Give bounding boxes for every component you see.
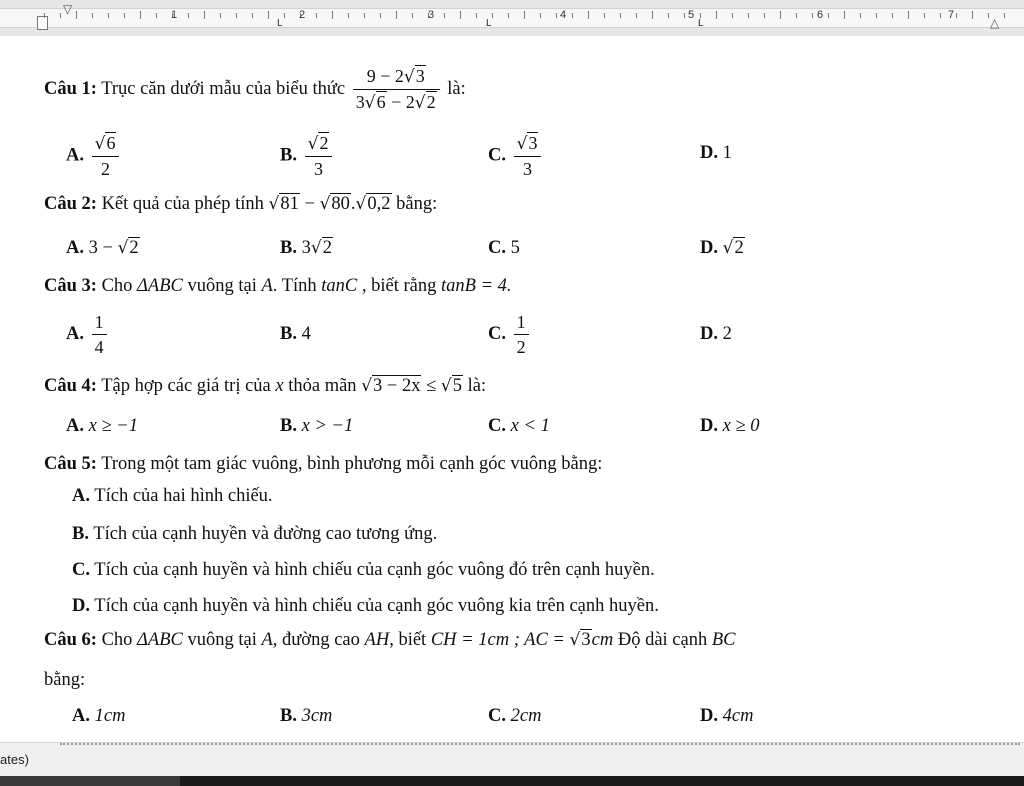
ruler-tick: [604, 13, 605, 18]
ruler-tick: [236, 13, 237, 18]
q1-option-c[interactable]: C. $\frac{√3}{3}$: [488, 131, 544, 181]
option-label: C.: [488, 145, 506, 166]
option-label: C.: [488, 706, 506, 726]
q1-option-a[interactable]: A. $\frac{√6}{2}$: [66, 131, 122, 181]
operator: ≤: [421, 376, 441, 396]
fraction-denominator: 2: [514, 334, 529, 359]
tab-stop-marker-icon[interactable]: L: [486, 18, 492, 29]
ruler-tick: [332, 11, 333, 19]
q5-option-d[interactable]: [72, 596, 659, 617]
question-text: bằng:: [44, 670, 86, 690]
radicand: 3: [528, 133, 538, 153]
radicand: 81: [280, 194, 299, 214]
question-text: , biết rằng: [361, 276, 437, 296]
option-value: 3: [301, 238, 311, 258]
ruler-tick: [284, 13, 285, 18]
ruler-tick: [1004, 13, 1005, 18]
question-text: , đường cao: [272, 630, 360, 650]
q2-option-c[interactable]: [488, 238, 520, 259]
ruler-tick: [380, 13, 381, 18]
q2-option-d[interactable]: D. √2: [700, 238, 744, 258]
ruler-tick: [956, 13, 957, 18]
ruler-tick: [108, 13, 109, 18]
ruler-tick: [156, 13, 157, 18]
question-1: [44, 64, 466, 115]
radicand: 6: [376, 92, 386, 112]
option-value: Tích của cạnh huyền và hình chiếu của cạnh góc vuông đó trên cạnh huyền.: [94, 560, 655, 580]
taskbar-accent: [0, 776, 180, 786]
option-value: 2: [722, 324, 732, 344]
option-label: D.: [700, 238, 718, 258]
document-page[interactable]: [0, 36, 1024, 742]
fraction-denominator: 3: [305, 156, 333, 181]
ruler-tick: [828, 13, 829, 18]
option-label: B.: [280, 145, 297, 166]
q6-option-c[interactable]: [488, 706, 541, 727]
option-value: 3 −: [88, 238, 118, 258]
operator: .: [350, 194, 356, 214]
ruler-number: 1: [171, 9, 178, 21]
math-expression: tanC: [321, 276, 358, 296]
ruler-tick: [620, 13, 621, 18]
q1-option-d[interactable]: [700, 143, 732, 164]
q4-option-c[interactable]: [488, 416, 550, 437]
ruler-tick: [860, 13, 861, 18]
question-text: Trong một tam giác vuông, bình phương mỗi cạnh góc vuông bằng:: [101, 454, 603, 474]
question-text: vuông tại: [187, 276, 257, 296]
ruler-tick: [44, 13, 45, 18]
question-6-continuation: [44, 670, 85, 691]
ruler-tick: [844, 11, 845, 19]
question-4: Câu 4: Tập hợp các giá trị của x thỏa mãn √3 − 2x ≤ √5 là:: [44, 376, 487, 396]
option-label: C.: [488, 416, 506, 436]
ruler-tick: [524, 11, 525, 19]
option-label: B.: [280, 238, 297, 258]
radicand: 3: [581, 630, 591, 650]
status-bar: [0, 742, 1024, 777]
ruler-tick: [412, 13, 413, 18]
q4-option-a[interactable]: [66, 416, 138, 437]
q3-option-b[interactable]: [280, 324, 311, 345]
option-label: D.: [72, 596, 90, 616]
ruler-tick: [572, 13, 573, 18]
option-label: A.: [72, 486, 90, 506]
ruler-tick: [220, 13, 221, 18]
ruler-tick: [764, 13, 765, 18]
option-value: Tích của cạnh huyền và hình chiếu của cạnh góc vuông kia trên cạnh huyền.: [94, 596, 659, 616]
option-label: B.: [72, 524, 89, 544]
ruler-number: 3: [428, 9, 435, 21]
radicand: 2: [322, 238, 332, 258]
option-value: x ≥ −1: [88, 416, 138, 436]
math-expression: BC: [711, 630, 736, 650]
question-label: Câu 4:: [44, 376, 97, 396]
ruler-tick: [812, 13, 813, 18]
question-6: Câu 6: Cho ΔABC vuông tại A, đường cao AH, biết CH = 1cm ; AC = √3cm Độ dài cạnh BC: [44, 630, 736, 650]
q3-option-c[interactable]: [488, 310, 532, 359]
radicand: 3: [415, 66, 425, 86]
option-value: Tích của hai hình chiếu.: [94, 486, 273, 506]
option-label: A.: [66, 238, 84, 258]
question-text: Kết quả của phép tính: [101, 194, 264, 214]
option-label: A.: [66, 416, 84, 436]
expression-fraction: $\frac{9 - 2√3}{3√6 - 2√2}$: [353, 64, 440, 115]
question-5: [44, 454, 602, 475]
ruler-number: 6: [817, 9, 824, 21]
ruler-tick: [76, 11, 77, 19]
math-expression: x: [275, 376, 284, 396]
ruler-tick: [444, 13, 445, 18]
ruler-tick: [892, 13, 893, 18]
radicand: 2: [129, 238, 139, 258]
tab-stop-marker-icon[interactable]: L: [698, 18, 704, 29]
ruler-tick: [796, 13, 797, 18]
question-text: Cho: [101, 276, 133, 296]
math-expression: ΔABC: [137, 276, 183, 296]
radicand: 6: [106, 133, 116, 153]
ruler-tick: [396, 11, 397, 19]
question-text: thỏa mãn: [288, 376, 357, 396]
ruler-tick: [940, 13, 941, 18]
ruler-number: 5: [688, 9, 695, 21]
ruler-number: 7: [948, 9, 955, 21]
ruler-tick: [908, 11, 909, 19]
option-value: 2cm: [510, 706, 542, 726]
option-value: 4: [301, 324, 311, 344]
operator: −: [299, 194, 320, 214]
question-text: Cho: [101, 630, 133, 650]
ruler-tick: [540, 13, 541, 18]
option-label: A.: [72, 706, 90, 726]
option-value: Tích của cạnh huyền và đường cao tương ứng.: [93, 524, 438, 544]
question-text: vuông tại: [187, 630, 257, 650]
tab-stop-marker-icon[interactable]: L: [277, 18, 283, 29]
math-expression: CH = 1cm ; AC =: [430, 630, 570, 650]
math-expression: ΔABC: [137, 630, 183, 650]
ruler-tick: [492, 13, 493, 18]
q5-option-a[interactable]: [72, 486, 273, 507]
q5-option-c[interactable]: [72, 560, 655, 581]
ruler-tick: [188, 13, 189, 18]
question-text: . Tính: [272, 276, 317, 296]
ruler-tick: [60, 13, 61, 18]
ruler-tick: [460, 11, 461, 19]
question-label: Câu 2:: [44, 194, 97, 214]
option-label: D.: [700, 706, 718, 726]
ruler-tick: [716, 11, 717, 19]
option-value: 5: [510, 238, 520, 258]
q3-option-d[interactable]: [700, 324, 732, 345]
option-label: B.: [280, 324, 297, 344]
ruler-tick: [876, 13, 877, 18]
left-indent-marker-icon[interactable]: [37, 16, 48, 30]
question-2: Câu 2: Kết quả của phép tính √81 − √80.√0,2 bằng:: [44, 194, 438, 214]
option-label: C.: [488, 238, 506, 258]
question-label: Câu 6:: [44, 630, 97, 650]
ruler-tick: [588, 11, 589, 19]
ruler-tick: [636, 13, 637, 18]
math-expression: tanB = 4.: [441, 276, 512, 296]
radicand: 2: [319, 133, 329, 153]
q3-option-a[interactable]: [66, 310, 110, 359]
ruler-tick: [556, 13, 557, 18]
q6-option-d[interactable]: [700, 706, 753, 727]
option-label: B.: [280, 706, 297, 726]
fraction-denominator: 3: [355, 92, 365, 112]
ruler-tick: [652, 11, 653, 19]
question-text: , biết: [389, 630, 427, 650]
q4-option-d[interactable]: [700, 416, 760, 437]
ruler-tick: [316, 13, 317, 18]
option-value: 4cm: [722, 706, 754, 726]
radicand: 2: [734, 238, 744, 258]
ruler-tick: [124, 13, 125, 18]
math-expression: AH: [364, 630, 390, 650]
question-tail: là:: [447, 78, 466, 99]
question-text: Tập hợp các giá trị của: [101, 376, 271, 396]
ruler-tick: [204, 11, 205, 19]
math-expression: A: [261, 630, 273, 650]
ruler-tick: [748, 13, 749, 18]
ruler-number: 2: [299, 9, 306, 21]
question-text: Trục căn dưới mẫu của biểu thức: [101, 78, 346, 99]
ruler-tick: [732, 13, 733, 18]
option-value: 1: [722, 143, 732, 163]
ruler-tick: [508, 13, 509, 18]
status-text: ates): [0, 752, 29, 767]
fraction-numerator: 1: [94, 312, 104, 332]
ruler-tick: [252, 13, 253, 18]
q4-option-b[interactable]: [280, 416, 353, 437]
first-line-indent-marker-icon[interactable]: ▽: [63, 2, 73, 16]
math-expression: cm: [591, 630, 614, 650]
right-indent-marker-icon[interactable]: △: [990, 16, 1000, 30]
question-label: Câu 5:: [44, 454, 97, 474]
question-label: Câu 1:: [44, 78, 97, 99]
option-label: D.: [700, 416, 718, 436]
fraction-numerator: 9 − 2: [366, 66, 404, 86]
q5-option-b[interactable]: [72, 524, 437, 545]
fraction-denominator: 2: [92, 156, 120, 181]
option-value: 1cm: [94, 706, 126, 726]
taskbar: [0, 776, 1024, 786]
math-expression: A: [261, 276, 273, 296]
ruler-tick: [476, 13, 477, 18]
option-value: 3cm: [301, 706, 333, 726]
ruler-tick: [92, 13, 93, 18]
q1-option-b[interactable]: B. $\frac{√2}{3}$: [280, 131, 335, 181]
option-label: A.: [66, 323, 84, 344]
q2-option-a[interactable]: A. 3 − √2: [66, 238, 139, 258]
fraction-denominator: 4: [92, 334, 107, 359]
question-3: [44, 276, 512, 297]
radicand: 5: [452, 376, 462, 396]
ruler-tick: [924, 13, 925, 18]
page-break-dots: [60, 743, 1020, 749]
ruler-tick: [268, 11, 269, 19]
question-tail: là:: [467, 376, 487, 396]
q6-option-b[interactable]: [280, 706, 332, 727]
option-value: x > −1: [301, 416, 354, 436]
q6-option-a[interactable]: [72, 706, 125, 727]
radicand: 80: [331, 194, 350, 214]
q2-option-b[interactable]: B. 3√2: [280, 238, 332, 258]
ruler-tick: [780, 11, 781, 19]
option-value: x ≥ 0: [722, 416, 760, 436]
option-label: D.: [700, 324, 718, 344]
fraction-denominator: − 2: [386, 92, 415, 112]
horizontal-ruler[interactable]: [0, 0, 1024, 37]
option-label: C.: [488, 323, 506, 344]
question-tail: bằng:: [396, 194, 438, 214]
option-label: D.: [700, 143, 718, 163]
ruler-tick: [988, 13, 989, 18]
fraction-numerator: 1: [516, 312, 526, 332]
ruler-strip: [0, 8, 1024, 28]
question-label: Câu 3:: [44, 276, 97, 296]
ruler-tick: [972, 11, 973, 19]
radicand: 2: [426, 92, 436, 112]
ruler-number: 4: [560, 9, 567, 21]
radicand: 0,2: [367, 194, 391, 214]
ruler-tick: [364, 13, 365, 18]
ruler-tick: [348, 13, 349, 18]
option-label: A.: [66, 145, 84, 166]
ruler-tick: [684, 13, 685, 18]
option-value: x < 1: [510, 416, 550, 436]
ruler-tick: [140, 11, 141, 19]
question-text: Độ dài cạnh: [617, 630, 708, 650]
radicand: 3 − 2x: [373, 376, 421, 396]
ruler-tick: [668, 13, 669, 18]
option-label: C.: [72, 560, 90, 580]
option-label: B.: [280, 416, 297, 436]
fraction-denominator: 3: [514, 156, 542, 181]
